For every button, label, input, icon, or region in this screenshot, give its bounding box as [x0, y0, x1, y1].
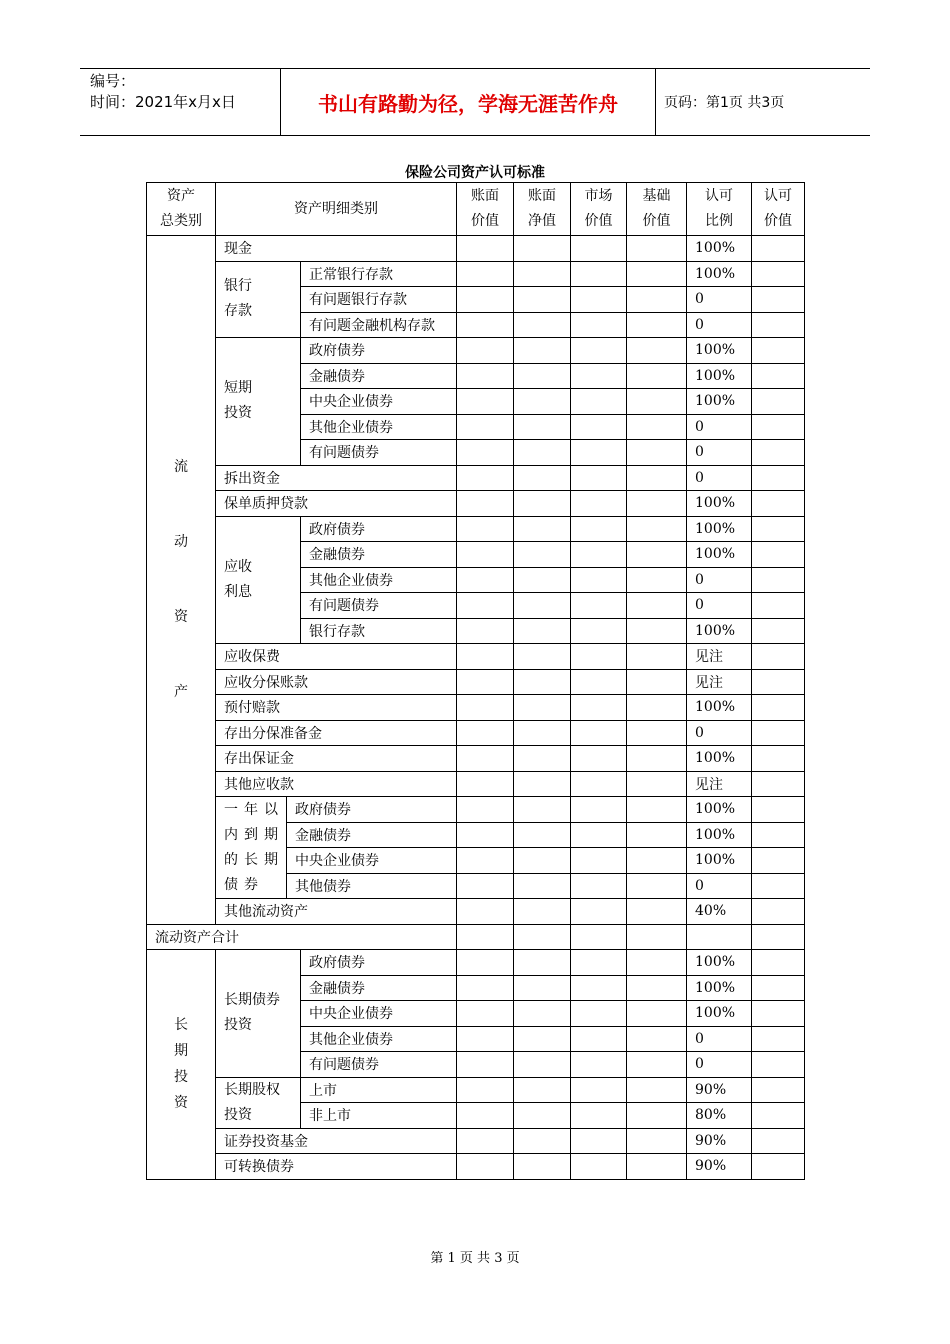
ratio-cell: 100% — [687, 1001, 752, 1027]
ratio-cell: 0 — [687, 1052, 752, 1078]
group-bond-investment: 长期债券 投资 — [216, 950, 301, 1078]
table-row — [147, 338, 805, 364]
ratio-cell: 0 — [687, 440, 752, 466]
ratio-cell: 0 — [687, 287, 752, 313]
asset-table — [146, 182, 805, 1180]
ratio-cell: 100% — [687, 975, 752, 1001]
row-label: 存出分保准备金 — [216, 720, 457, 746]
row-label: 金融债券 — [301, 542, 457, 568]
row-label: 有问题债券 — [301, 1052, 457, 1078]
ratio-cell: 见注 — [687, 644, 752, 670]
row-label: 金融债券 — [301, 363, 457, 389]
row-label: 现金 — [216, 236, 457, 262]
ratio-cell: 0 — [687, 414, 752, 440]
table-row — [147, 899, 805, 925]
group-maturing-bonds: 一年以 内到期 的长期 债券 — [216, 797, 287, 899]
doc-time: 时间：2021年x月x日 — [90, 93, 236, 111]
ratio-cell: 100% — [687, 491, 752, 517]
row-label: 政府债券 — [287, 797, 457, 823]
row-label: 政府债券 — [301, 338, 457, 364]
table-header-row — [147, 183, 805, 236]
page-footer: 第 1 页 共 3 页 — [430, 1251, 520, 1266]
row-label: 非上市 — [301, 1103, 457, 1129]
col-admitted: 认可 价值 — [752, 183, 805, 236]
row-label: 其他企业债券 — [301, 414, 457, 440]
col-ratio: 认可 比例 — [687, 183, 752, 236]
table-row — [147, 261, 805, 287]
row-label: 有问题金融机构存款 — [301, 312, 457, 338]
table-row — [147, 746, 805, 772]
ratio-cell: 0 — [687, 312, 752, 338]
group-equity-investment: 长期股权 投资 — [216, 1077, 301, 1128]
col-asset-category: 资产 总类别 — [147, 183, 216, 236]
category-long-term: 长 期 投 资 — [147, 950, 216, 1180]
row-label: 证券投资基金 — [216, 1128, 457, 1154]
ratio-cell: 0 — [687, 567, 752, 593]
row-label: 中央企业债券 — [287, 848, 457, 874]
header-motto: 书山有路勤为径，学海无涯苦作舟 — [280, 69, 656, 135]
ratio-cell: 100% — [687, 797, 752, 823]
table-row — [147, 516, 805, 542]
ratio-cell: 100% — [687, 695, 752, 721]
row-label: 存出保证金 — [216, 746, 457, 772]
ratio-cell: 80% — [687, 1103, 752, 1129]
row-label: 有问题债券 — [301, 440, 457, 466]
row-label: 其他企业债券 — [301, 567, 457, 593]
group-short-term: 短期 投资 — [216, 338, 301, 466]
table-row — [147, 1154, 805, 1180]
ratio-cell: 100% — [687, 363, 752, 389]
row-label: 有问题银行存款 — [301, 287, 457, 313]
row-label: 其他流动资产 — [216, 899, 457, 925]
col-book-value: 账面 价值 — [457, 183, 514, 236]
row-label: 其他应收款 — [216, 771, 457, 797]
ratio-cell: 100% — [687, 848, 752, 874]
ratio-cell: 100% — [687, 338, 752, 364]
ratio-cell: 100% — [687, 746, 752, 772]
row-label: 其他企业债券 — [301, 1026, 457, 1052]
ratio-cell: 0 — [687, 465, 752, 491]
row-label: 预付赔款 — [216, 695, 457, 721]
ratio-cell: 100% — [687, 261, 752, 287]
doc-number: 编号： — [90, 72, 136, 90]
row-label: 应收分保账款 — [216, 669, 457, 695]
ratio-cell: 0 — [687, 873, 752, 899]
ratio-cell: 0 — [687, 720, 752, 746]
ratio-cell: 见注 — [687, 771, 752, 797]
ratio-cell: 100% — [687, 950, 752, 976]
group-interest-receivable: 应收 利息 — [216, 516, 301, 644]
header-page-info: 页码：第1页 共3页 — [664, 95, 785, 111]
table-row — [147, 236, 805, 262]
ratio-cell: 100% — [687, 542, 752, 568]
row-label: 拆出资金 — [216, 465, 457, 491]
table-row — [147, 1128, 805, 1154]
row-label: 金融债券 — [287, 822, 457, 848]
ratio-cell: 100% — [687, 236, 752, 262]
col-book-net: 账面 净值 — [514, 183, 571, 236]
table-row — [147, 1077, 805, 1103]
col-market-value: 市场 价值 — [571, 183, 627, 236]
row-label: 政府债券 — [301, 516, 457, 542]
row-label: 银行存款 — [301, 618, 457, 644]
row-label: 正常银行存款 — [301, 261, 457, 287]
table-row — [147, 669, 805, 695]
table-title: 保险公司资产认可标准 — [405, 165, 545, 181]
table-row — [147, 720, 805, 746]
category-current-assets: 流 动 资 产 — [147, 236, 216, 925]
group-bank: 银行 存款 — [216, 261, 301, 338]
ratio-cell: 90% — [687, 1128, 752, 1154]
row-label: 其他债券 — [287, 873, 457, 899]
ratio-cell: 90% — [687, 1077, 752, 1103]
row-label: 上市 — [301, 1077, 457, 1103]
table-row — [147, 695, 805, 721]
header-meta — [90, 71, 236, 113]
table-row — [147, 465, 805, 491]
ratio-cell: 0 — [687, 593, 752, 619]
row-label: 流动资产合计 — [147, 924, 457, 950]
row-label: 有问题债券 — [301, 593, 457, 619]
row-label: 保单质押贷款 — [216, 491, 457, 517]
table-row — [147, 491, 805, 517]
row-label: 应收保费 — [216, 644, 457, 670]
table-row-total — [147, 924, 805, 950]
col-base-value: 基础 价值 — [627, 183, 687, 236]
page-header — [80, 68, 870, 136]
ratio-cell: 100% — [687, 618, 752, 644]
ratio-cell: 40% — [687, 899, 752, 925]
table-row — [147, 771, 805, 797]
row-label: 可转换债券 — [216, 1154, 457, 1180]
table-row — [147, 950, 805, 976]
ratio-cell: 0 — [687, 1026, 752, 1052]
col-detail: 资产明细类别 — [216, 183, 457, 236]
ratio-cell: 100% — [687, 516, 752, 542]
table-row — [147, 797, 805, 823]
row-label: 政府债券 — [301, 950, 457, 976]
ratio-cell: 90% — [687, 1154, 752, 1180]
ratio-cell: 100% — [687, 822, 752, 848]
row-label: 中央企业债券 — [301, 1001, 457, 1027]
row-label: 金融债券 — [301, 975, 457, 1001]
ratio-cell: 见注 — [687, 669, 752, 695]
row-label: 中央企业债券 — [301, 389, 457, 415]
ratio-cell: 100% — [687, 389, 752, 415]
table-row — [147, 644, 805, 670]
